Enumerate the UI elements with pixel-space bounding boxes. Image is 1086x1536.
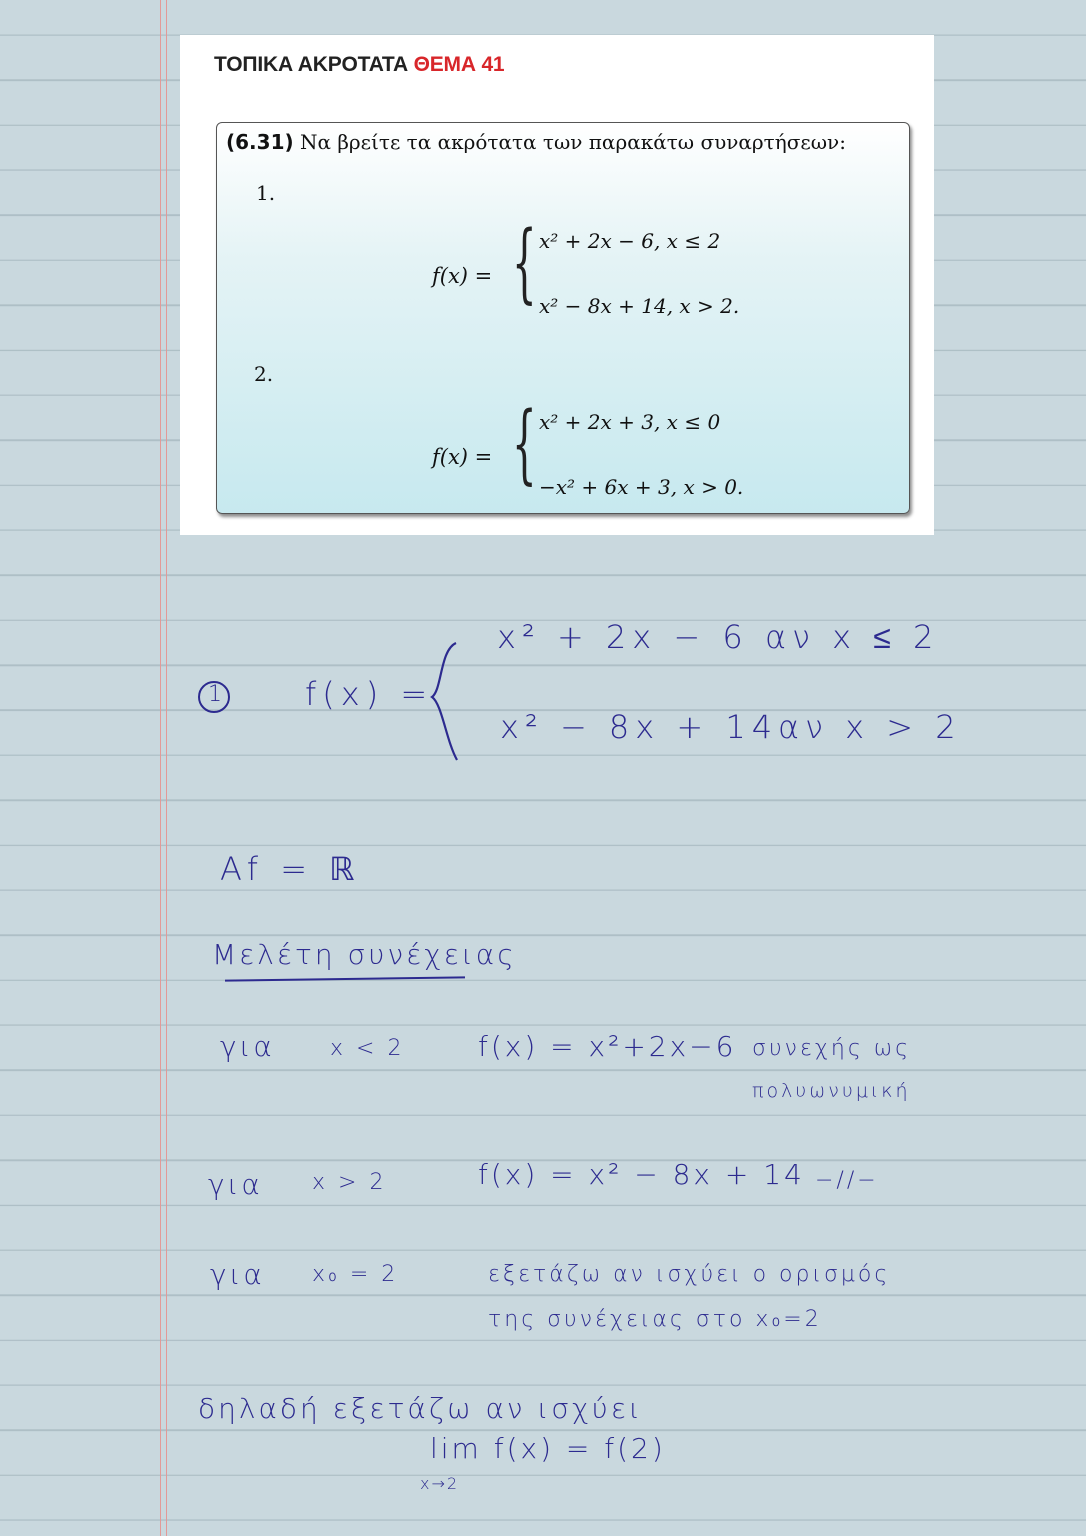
handwritten-text: δηλαδή εξετάζω αν ισχύει <box>198 1392 643 1425</box>
handwritten-brace-icon <box>432 643 457 760</box>
handwritten-case-cond: αν x ≤ 2 <box>765 618 940 656</box>
handwritten-domain: Af = ℝ <box>220 850 361 888</box>
handwritten-function: f(x) = <box>305 675 434 713</box>
handwritten-limit: lim f(x) = f(2) <box>430 1432 666 1465</box>
handwritten-label: για <box>210 1258 265 1291</box>
piecewise-case: x² + 2x + 3, x ≤ 0 <box>539 410 721 434</box>
handwritten-expression: f(x) = x²+2x−6 <box>478 1030 737 1063</box>
exercise-prompt: Να βρείτε τα ακρότατα των παρακάτω συναρτήσεων: <box>300 130 846 154</box>
handwritten-expression: f(x) = x² − 8x + 14 <box>478 1158 805 1191</box>
piecewise-case: −x² + 6x + 3, x > 0. <box>539 475 744 499</box>
handwritten-ditto: −//− <box>815 1168 879 1193</box>
item-label: 2. <box>254 362 274 386</box>
handwritten-item-marker: 1 <box>208 682 222 707</box>
handwritten-label: για <box>208 1168 263 1201</box>
handwritten-note: πολυωνυμική <box>752 1080 911 1102</box>
item-label: 1. <box>256 181 276 205</box>
title-topic-number: ΘΕΜΑ 41 <box>413 53 505 76</box>
handwritten-heading: Μελέτη συνέχειας <box>212 938 517 971</box>
handwritten-condition: x < 2 <box>330 1036 405 1061</box>
exercise-number: (6.31) <box>226 130 294 154</box>
handwritten-case-expr: x² + 2x − 6 <box>497 618 749 656</box>
handwritten-condition: x > 2 <box>312 1170 387 1195</box>
handwritten-case-expr: x² − 8x + 14 <box>500 708 779 746</box>
function-name: f(x) = <box>432 445 493 469</box>
function-name: f(x) = <box>432 264 493 288</box>
handwritten-note: συνεχής ως <box>752 1036 912 1061</box>
handwritten-text: της συνέχειας στο x₀=2 <box>488 1307 822 1332</box>
handwritten-condition: x₀ = 2 <box>312 1262 399 1287</box>
title-main: ΤΟΠΙΚΑ ΑΚΡΟΤΑΤΑ <box>214 53 408 76</box>
handwritten-label: για <box>220 1030 275 1063</box>
handwritten-text: εξετάζω αν ισχύει ο ορισμός <box>488 1262 891 1287</box>
piecewise-case: x² − 8x + 14, x > 2. <box>539 294 740 318</box>
curly-brace-icon: { <box>512 394 537 494</box>
handwritten-case-cond: αν x > 2 <box>778 708 962 746</box>
curly-brace-icon: { <box>512 213 537 313</box>
piecewise-case: x² + 2x − 6, x ≤ 2 <box>539 229 721 253</box>
handwritten-limit-subscript: x→2 <box>420 1474 460 1493</box>
